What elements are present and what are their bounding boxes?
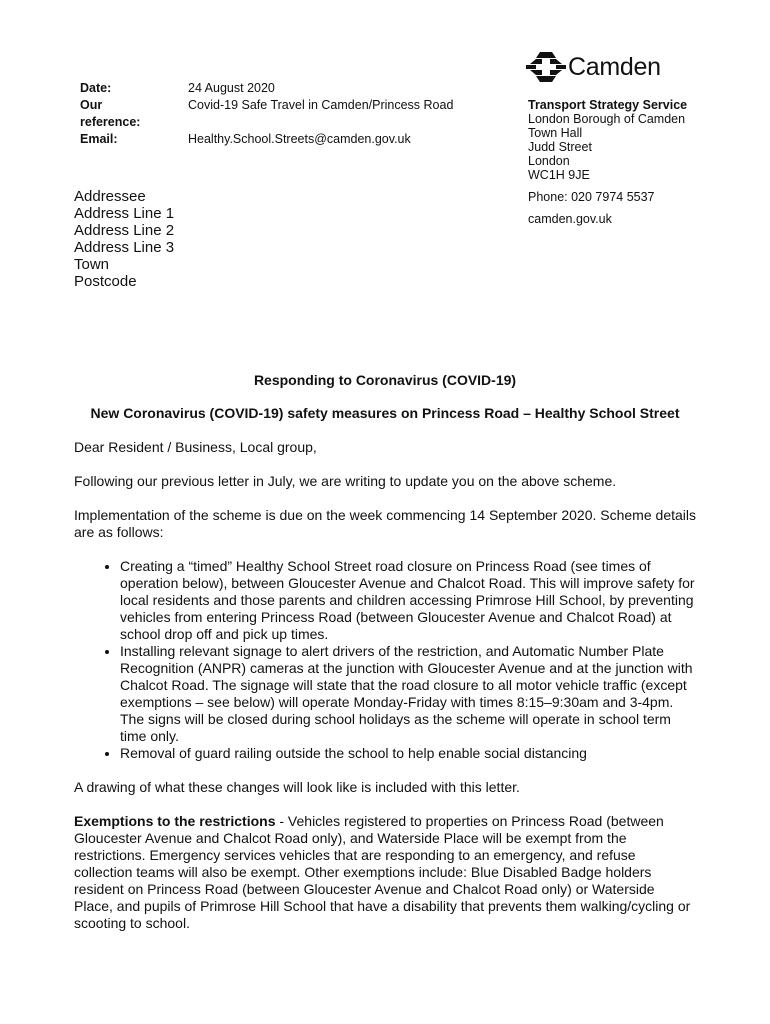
letter-heading: Responding to Coronavirus (COVID-19) bbox=[253, 372, 517, 388]
sender-line: London bbox=[528, 154, 570, 168]
address-line: Postcode bbox=[74, 273, 137, 290]
letter-subheading: New Coronavirus (COVID-19) safety measures on Princess Road – Healthy School Street bbox=[90, 405, 680, 421]
salutation: Dear Resident / Business, Local group, bbox=[74, 439, 317, 455]
sender-line: Town Hall bbox=[528, 126, 583, 140]
list-item: • Creating a “timed” Healthy School Street road closure on Princess Road (see times of operation below), between Gloucester Avenue and Chalcot Road. This will improve safety for local residents and those parents and children accessing Primrose Hill School, by preventing vehicles from entering Princess Road (between Gloucester Avenue and Chalcot Road) at school drop off and pick up times. bbox=[120, 558, 696, 643]
exemptions-title: Exemptions to the restrictions bbox=[74, 813, 276, 829]
reference-value: Covid-19 Safe Travel in Camden/Princess Road bbox=[188, 98, 454, 112]
paragraph: A drawing of what these changes will look like is included with this letter. bbox=[74, 779, 520, 795]
sender-phone: Phone: 020 7974 5537 bbox=[528, 190, 655, 204]
date-label: Date: bbox=[80, 81, 112, 95]
scheme-details-list bbox=[74, 558, 696, 762]
address-line: Addressee bbox=[74, 188, 146, 205]
camden-logo-icon bbox=[526, 52, 566, 82]
sender-line: Judd Street bbox=[528, 140, 592, 154]
reference-label-line2: reference: bbox=[80, 115, 141, 129]
sender-line: WC1H 9JE bbox=[528, 168, 590, 182]
reference-label-line1: Our bbox=[80, 98, 103, 112]
sender-address bbox=[528, 98, 687, 226]
paragraph: Implementation of the scheme is due on the week commencing 14 September 2020. Scheme details are as follows: bbox=[74, 507, 696, 540]
camden-logo bbox=[526, 52, 661, 82]
exemptions-text: - Vehicles registered to properties on Princess Road (between Gloucester Avenue and Chalcot Road only), and Waterside Place will be exempt from the restrictions. Emergency services vehicles that are responding to an emergency, and refuse collection teams will also be exempt. Other exemptions include: Blue Disabled Badge holders resident on Princess Road (between Gloucester Avenue and Chalcot Road only) or Waterside Place, and pupils of Primrose Hill School that have a disability that prevents them walking/cycling or scooting to school. bbox=[74, 813, 691, 931]
address-line: Address Line 2 bbox=[74, 222, 175, 239]
letter-body bbox=[74, 372, 696, 949]
list-item: • Installing relevant signage to alert drivers of the restriction, and Automatic Number Plate Recognition (ANPR) cameras at the junction with Gloucester Avenue and at the junction with Chalcot Road. The signage will state that the road closure to all motor vehicle traffic (except exemptions – see below) will operate Monday-Friday with times 8:15–9:30am and 3-4pm. The signs will be closed during school holidays as the scheme will operate in school term time only. bbox=[120, 643, 696, 745]
email-label: Email: bbox=[80, 132, 118, 146]
exemptions-paragraph bbox=[74, 813, 696, 932]
date-value: 24 August 2020 bbox=[188, 81, 275, 95]
logo-text: Camden bbox=[568, 52, 661, 81]
list-item: • Removal of guard railing outside the school to help enable social distancing bbox=[120, 745, 696, 762]
service-name: Transport Strategy Service bbox=[528, 98, 688, 112]
email-value: Healthy.School.Streets@camden.gov.uk bbox=[188, 132, 411, 146]
address-line: Address Line 1 bbox=[74, 205, 175, 222]
address-line: Address Line 3 bbox=[74, 239, 175, 256]
sender-line: London Borough of Camden bbox=[528, 112, 686, 126]
recipient-address bbox=[74, 188, 174, 290]
meta-labels bbox=[80, 80, 140, 148]
address-line: Town bbox=[74, 256, 110, 273]
paragraph: Following our previous letter in July, we are writing to update you on the above scheme. bbox=[74, 473, 617, 489]
meta-values bbox=[188, 80, 453, 148]
sender-website: camden.gov.uk bbox=[528, 212, 612, 226]
